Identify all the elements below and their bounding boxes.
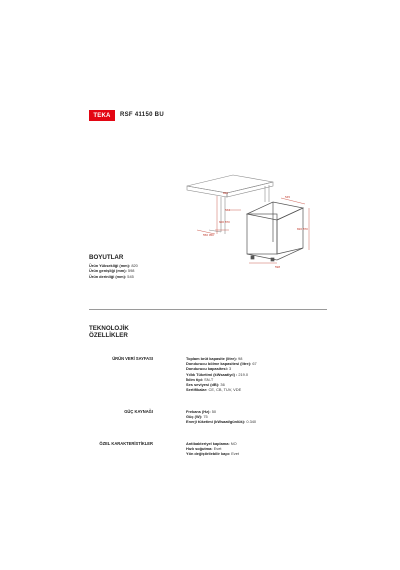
tech-heading-line2: ÖZELLİKLER — [89, 332, 128, 339]
dim-label-4: 550 050 — [203, 233, 214, 237]
dimension-value: 545 — [127, 273, 134, 279]
spec-value: CE, CB, TUV, VDE — [208, 387, 242, 393]
spec-label: Dondurucu bölme kapasitesi (litre): — [186, 361, 252, 367]
dimension-drawing — [185, 170, 330, 270]
brand-logo — [89, 110, 115, 121]
dim-label-3: 600 870 — [219, 220, 230, 224]
tech-heading-line1: TEKNOLOJİK — [89, 325, 129, 332]
spec-value: 75 — [203, 414, 208, 420]
special-features-list — [186, 441, 239, 457]
dimension-value: 598 — [127, 268, 135, 274]
dim-label-1: 820 — [223, 191, 229, 195]
spec-label: Enerji tüketimi (kWsaat/günlük): — [186, 419, 246, 425]
spec-label: Ses seviyesi (dB): — [186, 382, 220, 388]
spec-label: İklim tipi: — [186, 376, 204, 382]
spec-label: Dondurucu kapasitesi: — [186, 366, 228, 372]
dim-label-2: 560 — [225, 208, 231, 212]
appliance-box — [247, 202, 303, 261]
dimension-label: Ürün Yüksekliği (mm): — [89, 263, 131, 268]
spec-value: SN-T — [204, 376, 214, 382]
spec-value: NO — [230, 441, 237, 446]
spec-value: Evet — [231, 451, 239, 457]
spec-label: Toplam brüt kapasite (litre): — [186, 356, 237, 361]
tech-heading — [89, 325, 129, 339]
spec-label: Antibakteriyel kaplama: — [186, 441, 230, 446]
spec-value: 50 — [211, 409, 217, 414]
spec-value: 0.340 — [246, 419, 257, 425]
spec-label: Hızlı soğutma: — [186, 446, 213, 452]
product-data-list — [186, 356, 257, 392]
spec-value: 3 — [229, 366, 232, 372]
model-title: RSF 41150 BU — [120, 112, 164, 118]
spec-value: Evet — [213, 446, 222, 452]
spec-value: 98 — [238, 356, 243, 361]
dimensions-list — [89, 263, 138, 279]
power-supply-list — [186, 409, 256, 425]
brand-logo-text: TEKA — [93, 112, 111, 119]
section-divider — [89, 309, 327, 310]
dimensions-heading: BOYUTLAR — [89, 254, 124, 261]
dim-label-6: 820 870 — [297, 227, 308, 231]
dimension-label: Ürün genişliği (mm): — [89, 268, 127, 274]
spec-value: 219.0 — [238, 371, 249, 377]
spec-row — [186, 451, 239, 456]
section-label-special-features: ÖZEL KARAKTERİSTİKLER — [99, 441, 153, 446]
dimension-value: 820 — [131, 263, 138, 268]
section-label-product-data: ÜRÜN VERİ SAYFASI — [112, 356, 153, 361]
spec-label: Güç (W): — [186, 414, 203, 420]
spec-label: Sertifikalar: — [186, 387, 208, 393]
dimension-row — [89, 274, 138, 279]
spec-row — [186, 419, 256, 424]
spec-label: Yön değiştirilebilir kapı: — [186, 451, 231, 457]
dimension-label: Ürün derinliği (mm): — [89, 273, 127, 279]
countertop — [187, 175, 273, 234]
spec-row — [186, 387, 257, 392]
dim-label-5: 545 — [285, 195, 291, 199]
spec-value: 36 — [220, 382, 225, 388]
spec-label: Yıllık Tüketimi (kWsaat/yıl) : — [186, 371, 238, 377]
section-label-power-supply: GÜÇ KAYNAĞI — [124, 409, 153, 414]
spec-label: Frekans (Hz): — [186, 409, 211, 414]
dim-label-7: 598 — [275, 265, 281, 269]
spec-value: 67 — [252, 361, 257, 367]
